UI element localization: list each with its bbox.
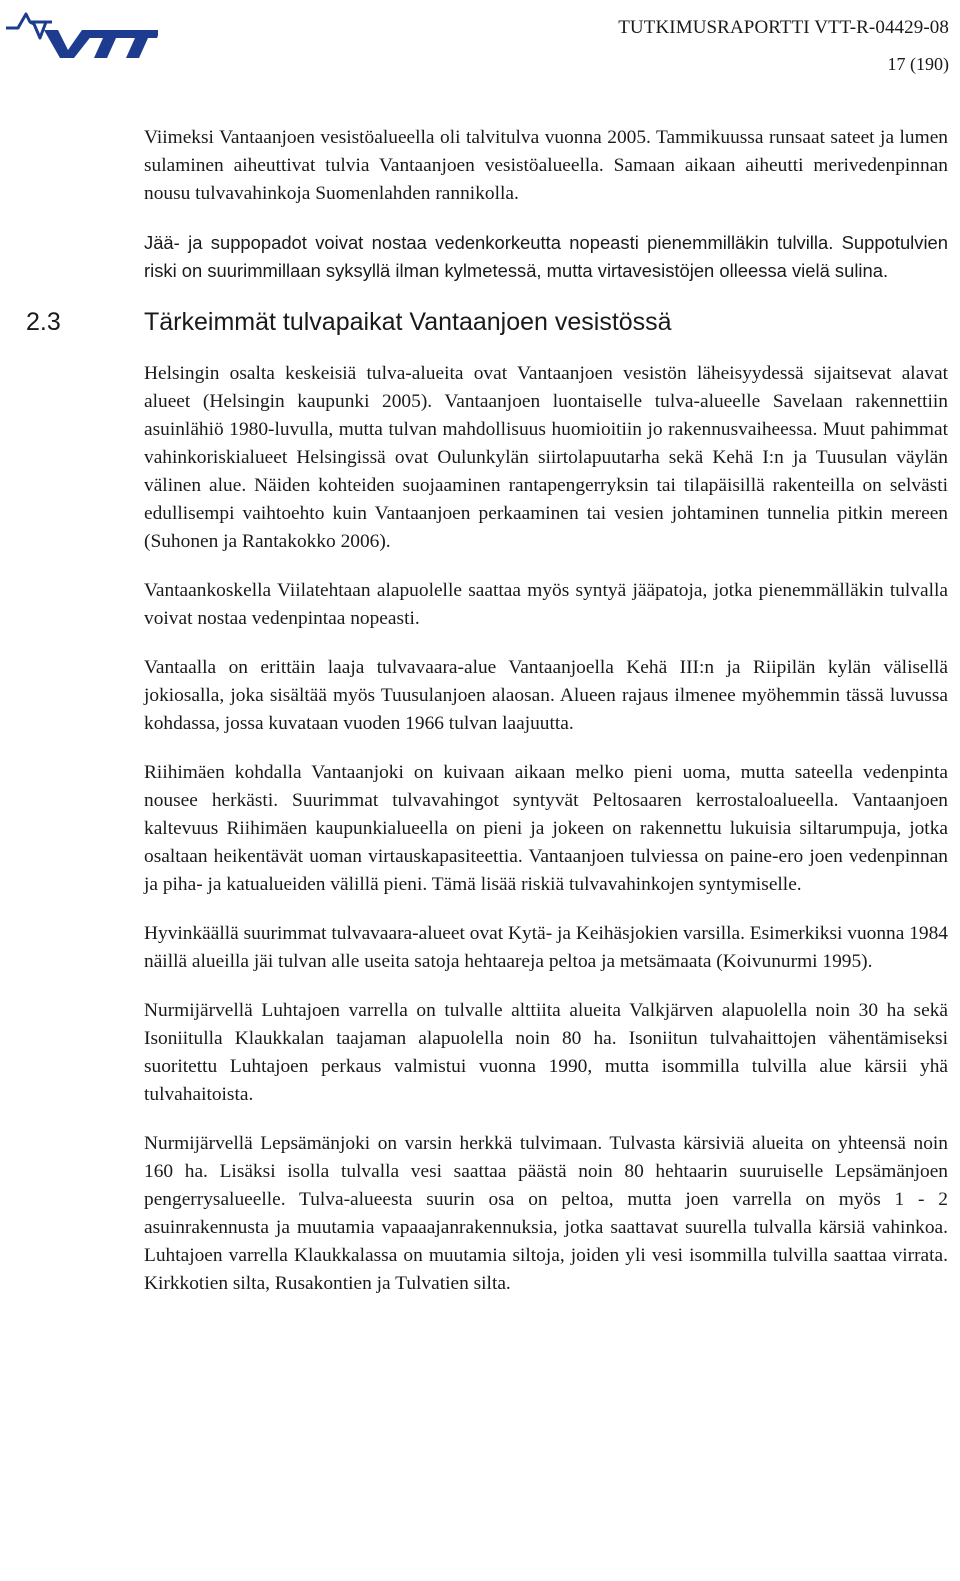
paragraph-vantaa: Vantaalla on erittäin laaja tulvavaara-alue Vantaanjoella Kehä III:n ja Riipilän kylän välisellä jokiosalla, joka sisältää myös Tuusulanjoen alaosan. Alueen rajaus ilmenee myöhemmin tässä luvussa kohdassa, jossa kuvataan vuoden 1966 tulvan laajuutta. (144, 657, 948, 734)
section-number: 2.3 (26, 308, 61, 336)
paragraph-suppotulvat: Jää- ja suppopadot voivat nostaa vedenkorkeutta nopeasti pienemmilläkin tulvilla. Suppotulvien riski on suurimmillaan syksyllä ilman kylmetessä, mutta virtavesistöjen olleessa vielä sulina. (144, 232, 948, 281)
report-id: TUTKIMUSRAPORTTI VTT-R-04429-08 (618, 17, 949, 38)
logo-text: VTT (4, 6, 6, 7)
paragraph-talvitulva: Viimeksi Vantaanjoen vesistöalueella oli talvitulva vuonna 2005. Tammikuussa runsaat sateet ja lumen sulaminen aiheuttivat tulvia Vantaanjoen vesistöalueella. Samaan aikaan aiheutti merivedenpinnan nousu tulvavahinkoja Suomenlahden rannikolla. (144, 127, 948, 204)
paragraph-hyvinkaa: Hyvinkäällä suurimmat tulvavaara-alueet ovat Kytä- ja Keihäsjokien varsilla. Esimerkiksi vuonna 1984 näillä alueilla jäi tulvan alle useita satoja hehtaareja peltoa ja metsämaata (Koivunurmi 1995). (144, 923, 948, 972)
page-header (0, 0, 960, 90)
paragraph-nurmijarvi-lepsamanjoki: Nurmijärvellä Lepsämänjoki on varsin herkkä tulvimaan. Tulvasta kärsiviä alueita on yhteensä noin 160 ha. Lisäksi isolla tulvalla vesi saattaa päästä noin 80 hehtaarin suuruiselle Lepsämänjoen pengerrysalueelle. Tulva-alueesta suurin osa on peltoa, mutta joen varrella on myös 1 - 2 asuinrakennusta ja muutamia vapaaajanrakennuksia, jotka saattavat suurella tulvalla kärsiä vahinkoa. Luhtajoen varrella Klaukkalassa on muutamia siltoja, joiden yli vesi isommilla tulvilla saattaa virrata. Kirkkotien silta, Rusakontien ja Tulvatien silta. (144, 1133, 948, 1294)
document-body (26, 124, 948, 1319)
paragraph-riihimaki: Riihimäen kohdalla Vantaanjoki on kuivaan aikaan melko pieni uoma, mutta sateella vedenpinta nousee herkästi. Suurimmat tulvavahingot syntyvät Peltosaaren kerrostaloalueella. Vantaanjoen kaltevuus Riihimäen kaupunkialueella on pieni ja jokeen on rakennettu lukuisia siltarumpuja, jotka osaltaan heikentävät uoman virtauskapasiteettia. Vantaanjoen tulviessa on paine-ero joen vedenpinnan ja piha- ja katualueiden välillä pieni. Tämä lisää riskiä tulvavahinkojen syntymiselle. (144, 762, 948, 895)
section-title: Tärkeimmät tulvapaikat Vantaanjoen vesistössä (144, 308, 672, 336)
paragraph-vantaankoski: Vantaankoskella Viilatehtaan alapuolelle saattaa myös syntyä jääpatoja, jotka pienemmälläkin tulvalla voivat nostaa vedenpintaa nopeasti. (144, 580, 948, 629)
paragraph-nurmijarvi-luhtajoki: Nurmijärvellä Luhtajoen varrella on tulvalle alttiita alueita Valkjärven alapuolella noin 30 ha sekä Isoniitulla Klaukkalan taajaman alapuolella noin 80 ha. Isoniitun tulvahaittojen vähentämiseksi suoritettu Luhtajoen perkaus valmistui vuonna 1990, mutta isommilla tulvilla alue kärsii yhä tulvahaitoista. (144, 1000, 948, 1105)
page-number: 17 (190) (887, 54, 949, 74)
paragraph-helsinki: Helsingin osalta keskeisiä tulva-alueita ovat Vantaanjoen vesistön läheisyydessä sijaitsevat alavat alueet (Helsingin kaupunki 2005). Vantaanjoen luontaiselle tulva-alueelle Savelaan rakennettiin asuinlähiö 1980-luvulla, mutta tulvan mahdollisuus huomioitiin jo rakennusvaiheessa. Muut pahimmat vahinkoriskialueet Helsingissä ovat Oulunkylän siirtolapuutarha sekä Kehä I:n ja Tuusulan väylän välinen alue. Näiden kohteiden suojaaminen rantapengerryksin tai tilapäisillä rakenteilla on selvästi edullisempi vaihtoehto kuin Vantaanjoen perkaaminen tai vesien johtaminen tunnelia pitkin mereen (Suhonen ja Rantakokko 2006). (144, 363, 948, 552)
section-heading (26, 306, 948, 338)
vtt-logo (4, 6, 158, 62)
